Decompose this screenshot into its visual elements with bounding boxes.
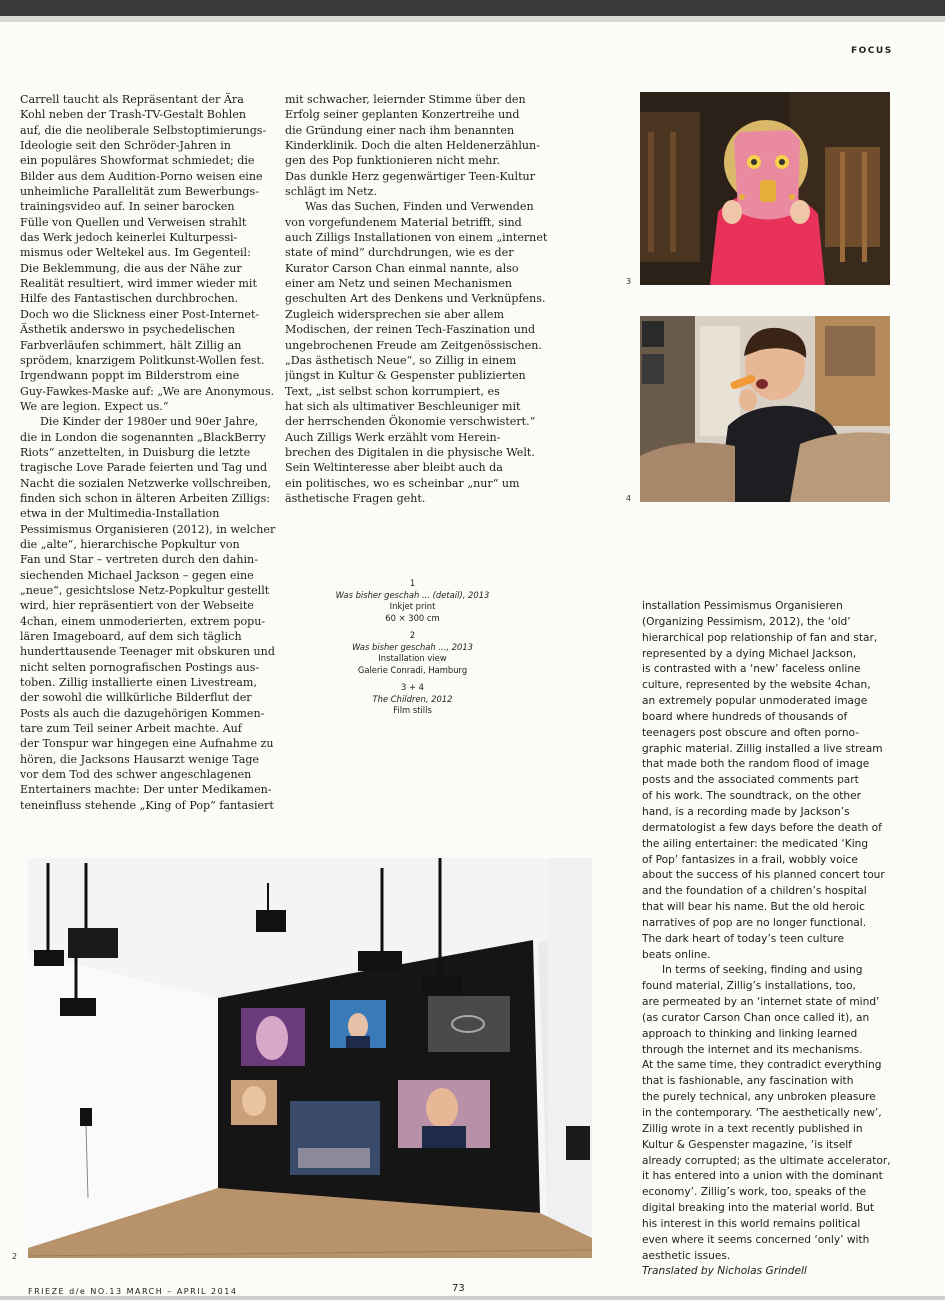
text-line: hand, is a recording made by Jackson’s <box>642 805 850 818</box>
text-line: hierarchical pop relationship of fan and star, <box>642 631 878 644</box>
text-line: Carrell taucht als Repräsentant der Ära <box>20 93 244 106</box>
text-line: hat sich als ultimativer Beschleuniger mit <box>285 399 521 413</box>
text-line: Was das Suchen, Finden und Verwenden <box>305 200 534 214</box>
text-line: „Das ästhetisch Neue“, so Zillig in einem <box>285 353 517 367</box>
text-line: In terms of seeking, finding and using <box>662 964 863 977</box>
caption-number: 1 <box>409 578 416 588</box>
text-line: mismus oder Weltekel aus. Im Gegenteil: <box>20 246 251 260</box>
text-line: Doch wo die Slickness einer Post-Internet- <box>20 307 260 321</box>
text-line: einer am Netz und seinen Mechanismen <box>285 277 513 291</box>
text-line: Nacht die sozialen Netzwerke vollschreiben, <box>20 476 272 490</box>
text-line: the purely technical, any unbroken pleasure <box>642 1091 876 1104</box>
text-line: hören, die Jacksons Hausarzt wenige Tage <box>20 752 260 766</box>
text-line: tare zum Teil seiner Arbeit machte. Auf <box>20 722 242 736</box>
text-line: culture, represented by the website 4chan, <box>642 679 871 692</box>
text-line: dermatologist a few days before the death of <box>642 821 882 834</box>
film-still-child-with-mask <box>640 92 890 285</box>
text-line: geschulten Art des Denkens und Verknüpfens. <box>285 292 546 306</box>
text-line: sprödem, knarzigem Politkunst-Wollen fest. <box>20 353 265 367</box>
text-line: Kurator Carson Chan einmal nannte, also <box>285 261 519 275</box>
text-line: his interest in this world remains political <box>642 1217 861 1230</box>
text-line: installation Pessimismus Organisieren <box>642 600 843 612</box>
text-line: 4chan, einem unmoderierten, extrem popu- <box>20 614 266 628</box>
text-line: already corrupted; as the ultimate accelerator, <box>642 1154 891 1167</box>
text-line: posts and the associated comments part <box>642 774 859 787</box>
text-line: ästhetische Fragen geht. <box>285 491 426 505</box>
text-line: narratives of pop are no longer functional. <box>642 916 867 929</box>
text-line: We are legion. Expect us.“ <box>20 399 169 413</box>
text-line: about the success of his planned concert tour <box>642 869 885 882</box>
caption-2 <box>330 630 495 676</box>
figure-number-3: 3 <box>626 277 632 286</box>
text-line: Ästhetik anderswo in psychedelischen <box>20 323 235 337</box>
text-line: and the foundation of a children’s hospital <box>642 885 867 898</box>
text-line: found material, Zillig’s installations, too, <box>642 980 856 993</box>
text-line: die „alte“, hierarchische Popkultur von <box>20 537 240 551</box>
text-line: auch Zilligs Installationen von einem „internet <box>285 231 547 245</box>
text-line: Das dunkle Herz gegenwärtiger Teen-Kultur <box>285 169 535 183</box>
text-line: trainingsvideo auf. In seiner barocken <box>20 200 235 214</box>
text-line: Modischen, der reinen Tech-Faszination und <box>285 323 536 337</box>
section-label: FOCUS <box>851 46 893 56</box>
text-line: Realität resultiert, wird immer wieder mit <box>20 277 257 291</box>
text-line: Zugleich widersprechen sie aber allem <box>285 307 505 321</box>
text-line: Die Beklemmung, die aus der Nähe zur <box>20 261 242 275</box>
text-line: siechenden Michael Jackson – gegen eine <box>20 568 254 582</box>
top-dark-band <box>0 0 945 16</box>
text-line: nicht selten pornografischen Postings aus- <box>20 660 260 674</box>
english-column <box>642 599 902 1280</box>
top-band-shadow <box>0 16 945 22</box>
text-line: etwa in der Multimedia-Installation <box>20 507 220 521</box>
text-line: the ailing entertainer: the medicated ‘King <box>642 837 869 850</box>
text-line: das Werk jedoch keinerlei Kulturpessi- <box>20 231 238 245</box>
film-still-boy-with-ice-lolly <box>640 316 890 502</box>
text-line: vor dem Tod des schwer angeschlagenen <box>20 768 252 782</box>
text-line: Text, „ist selbst schon korrumpiert, es <box>285 384 500 398</box>
text-line: Ideologie seit den Schröder-Jahren in <box>20 139 231 153</box>
text-line: Fülle von Quellen und Verweisen strahlt <box>20 215 247 229</box>
text-line: of Pop’ fantasizes in a frail, wobbly voice <box>642 853 858 866</box>
text-line: schlägt im Netz. <box>285 185 377 199</box>
text-line: through the internet and its mechanisms. <box>642 1043 863 1056</box>
text-line: Kultur & Gespenster magazine, ‘is itself <box>642 1138 852 1151</box>
caption-3-4 <box>330 682 495 717</box>
text-line: ein politisches, wo es scheinbar „nur“ um <box>285 476 520 490</box>
figure-number-4: 4 <box>626 494 632 503</box>
caption-title: Was bisher geschah ..., 2013 <box>351 641 474 652</box>
text-line: tragische Love Parade feierten und Tag und <box>20 461 268 475</box>
text-line: even where it seems concerned ‘only’ with <box>642 1233 870 1246</box>
text-line: von vorgefundenem Material betrifft, sind <box>285 215 522 229</box>
text-line: (Organizing Pessimism, 2012), the ‘old’ <box>642 615 851 628</box>
issue-footer: FRIEZE d/e NO.13 MARCH – APRIL 2014 <box>28 1287 238 1296</box>
text-line: „neue“, gesichtslose Netz-Popkultur gestellt <box>20 584 270 597</box>
text-line: Erfolg seiner geplanten Konzertreihe und <box>285 108 520 122</box>
text-line: that made both the random flood of image <box>642 758 870 771</box>
text-line: (as curator Carson Chan once called it), an <box>642 1011 870 1024</box>
text-line: Bilder aus dem Audition-Porno weisen eine <box>20 169 263 183</box>
text-line: Guy-Fawkes-Maske auf: „We are Anonymous. <box>20 384 275 398</box>
text-line: in the contemporary. ‘The aesthetically new’, <box>642 1107 882 1119</box>
text-line: der Tonspur war hingegen eine Aufnahme zu <box>20 737 274 751</box>
text-line: Posts als auch die dazugehörigen Kommen- <box>20 706 265 720</box>
caption-title: Was bisher geschah ... (detail), 2013 <box>335 589 490 600</box>
text-line: it has entered into a union with the dominant <box>642 1170 883 1183</box>
caption-line: Installation view <box>378 653 447 663</box>
text-line: Kohl neben der Trash-TV-Gestalt Bohlen <box>20 108 247 122</box>
caption-1 <box>330 578 495 624</box>
text-line: aesthetic issues. <box>642 1249 731 1262</box>
text-line: mit schwacher, leiernder Stimme über den <box>285 93 526 106</box>
text-line: toben. Zillig installierte einen Livestream, <box>20 676 257 690</box>
text-line: ein populäres Showformat schmiedet; die <box>20 154 255 168</box>
text-line: Fan und Star – vertreten durch den dahin- <box>20 553 258 567</box>
german-column-2 <box>285 92 547 506</box>
text-line: that is fashionable, any fascination with <box>642 1075 854 1088</box>
figure-number-2: 2 <box>12 1252 18 1261</box>
text-line: Farbverläufen schimmert, hält Zillig an <box>20 338 242 352</box>
installation-view-photo <box>28 858 592 1258</box>
bottom-edge <box>0 1296 945 1300</box>
text-line: Auch Zilligs Werk erzählt vom Herein- <box>285 430 501 444</box>
text-line: unheimliche Parallelität zum Bewerbungs- <box>20 185 259 199</box>
caption-number: 3 + 4 <box>401 682 424 692</box>
text-line: Pessimismus Organisieren (2012), in welcher <box>20 522 276 536</box>
text-line: The dark heart of today’s teen culture <box>642 932 844 945</box>
caption-title: The Children, 2012 <box>372 693 453 704</box>
text-line: der herrschenden Ökonomie verschwistert.“ <box>285 415 536 429</box>
text-line: digital breaking into the material world. But <box>642 1202 875 1215</box>
text-line: auf, die die neoliberale Selbstoptimierungs- <box>20 123 267 137</box>
text-line: jüngst in Kultur & Gespenster publizierten <box>285 369 526 383</box>
text-line: die Gründung einer nach ihm benannten <box>285 123 515 137</box>
page-number: 73 <box>452 1283 465 1294</box>
text-line: At the same time, they contradict everything <box>642 1059 882 1072</box>
text-line: Entertainers machte: Der unter Medikamen- <box>20 783 272 797</box>
text-line: economy’. Zillig’s work, too, speaks of the <box>642 1186 867 1199</box>
text-line: Kinderklinik. Doch die alten Heldenerzählun- <box>285 139 540 153</box>
text-line: is contrasted with a ‘new’ faceless online <box>642 663 861 676</box>
text-line: hunderttausende Teenager mit obskuren und <box>20 645 275 659</box>
text-line: board where hundreds of thousands of <box>642 710 848 723</box>
text-line: Riots“ anzettelten, in Duisburg die letzte <box>20 445 251 459</box>
caption-line: Galerie Conradi, Hamburg <box>357 664 468 675</box>
text-line: Zillig wrote in a text recently published in <box>642 1122 863 1135</box>
text-line: ungebrochenen Freude am Zeitgenössischen. <box>285 338 542 352</box>
text-line: state of mind“ durchdrungen, wie es der <box>285 246 514 260</box>
translator-credit: Translated by Nicholas Grindell <box>642 1265 807 1278</box>
text-line: wird, hier repräsentiert von der Webseite <box>20 599 254 613</box>
caption-number: 2 <box>409 630 416 640</box>
text-line: approach to thinking and linking learned <box>642 1027 858 1040</box>
text-line: der sowohl die willkürliche Bilderflut der <box>20 691 252 705</box>
text-line: beats online. <box>642 948 711 961</box>
text-line: teenagers post obscure and often porno- <box>642 726 860 739</box>
text-line: die in London die sogenannten „BlackBerry <box>20 430 266 444</box>
text-line: represented by a dying Michael Jackson, <box>642 647 857 660</box>
text-line: brechen des Digitalen in die physische Welt. <box>285 445 535 459</box>
text-line: are permeated by an ‘internet state of mind’ <box>642 996 880 1009</box>
text-line: that will bear his name. But the old heroic <box>642 901 865 914</box>
caption-line: Inkjet print <box>389 601 436 611</box>
caption-line: 60 × 300 cm <box>385 612 440 623</box>
text-line: Sein Weltinteresse aber bleibt auch da <box>285 461 503 475</box>
caption-line: Film stills <box>393 705 432 715</box>
text-line: lären Imageboard, auf dem sich täglich <box>20 630 242 644</box>
text-line: graphic material. Zillig installed a live stream <box>642 742 883 755</box>
text-line: finden sich schon in älteren Arbeiten Zilligs: <box>20 491 271 505</box>
text-line: gen des Pop funktionieren nicht mehr. <box>285 154 501 168</box>
text-line: Hilfe des Fantastischen durchbrochen. <box>20 292 239 306</box>
image-captions <box>330 578 495 723</box>
text-line: of his work. The soundtrack, on the other <box>642 790 861 803</box>
text-line: Die Kinder der 1980er und 90er Jahre, <box>40 415 259 429</box>
text-line: teneinfluss stehende „King of Pop“ fantasiert <box>20 798 274 812</box>
text-line: an extremely popular unmoderated image <box>642 695 868 708</box>
german-column-1 <box>20 92 282 813</box>
text-line: Irgendwann poppt im Bilderstrom eine <box>20 369 240 383</box>
